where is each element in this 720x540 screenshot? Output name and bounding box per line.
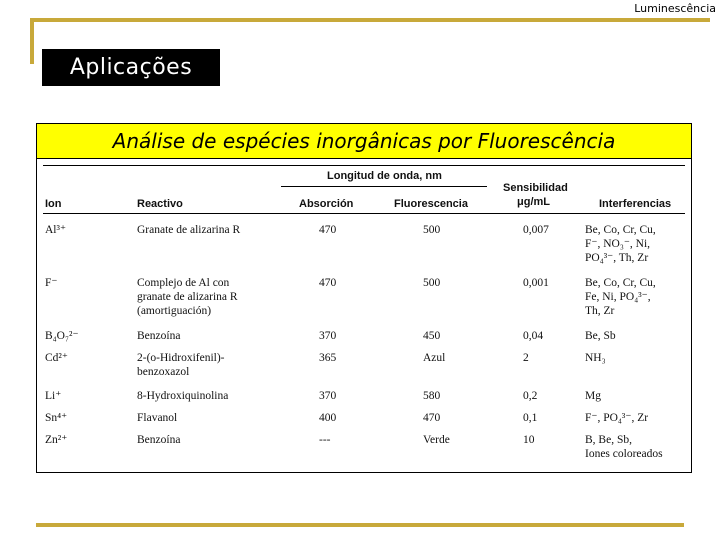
cell-reactivo: Flavanol <box>137 412 178 424</box>
cell-sensibilidad: 0,2 <box>523 390 538 402</box>
cell-sensibilidad: 0,001 <box>523 277 549 289</box>
cell-reactivo: Complejo de Al con <box>137 277 230 289</box>
col-header-fluorescencia: Fluorescencia <box>394 198 468 210</box>
cell-ion: Cd²⁺ <box>45 352 68 364</box>
group-header-rule <box>281 186 487 187</box>
cell-interferencias: Be, Co, Cr, Cu, <box>585 224 656 236</box>
cell-interferencias: F⁻, NO₃⁻, Ni, <box>585 238 651 250</box>
cell-interferencias: Be, Co, Cr, Cu, <box>585 277 656 289</box>
cell-fluorescencia: 500 <box>423 224 441 236</box>
table-top-rule <box>43 165 685 166</box>
slide-title: Aplicações <box>42 49 220 86</box>
cell-interferencias: B, Be, Sb, <box>585 434 632 446</box>
cell-interferencias: NH₃ <box>585 352 606 364</box>
cell-interferencias: F⁻, PO₄³⁻, Zr <box>585 412 649 424</box>
col-header-reactivo: Reactivo <box>137 198 183 210</box>
cell-reactivo: Granate de alizarina R <box>137 224 241 236</box>
cell-fluorescencia: Verde <box>423 434 450 446</box>
cell-sensibilidad: 2 <box>523 352 529 364</box>
col-header-ion: Ion <box>45 198 62 210</box>
cell-absorcion: --- <box>319 434 331 446</box>
cell-ion: Al³⁺ <box>45 224 67 236</box>
cell-sensibilidad: 10 <box>523 434 535 446</box>
cell-ion: B₄O₇²⁻ <box>45 330 79 342</box>
cell-sensibilidad: 0,04 <box>523 330 544 342</box>
subtitle-banner: Análise de espécies inorgânicas por Fluorescência <box>37 124 691 159</box>
cell-absorcion: 370 <box>319 330 337 342</box>
cell-interferencias: Be, Sb <box>585 330 616 342</box>
col-header-sensibilidad: Sensibilidad <box>503 182 568 194</box>
cell-fluorescencia: 450 <box>423 330 441 342</box>
cell-ion: Sn⁴⁺ <box>45 412 68 424</box>
cell-fluorescencia: 500 <box>423 277 441 289</box>
group-header-wavelength-text: Longitud de onda, nm <box>327 170 442 182</box>
cell-sensibilidad: 0,007 <box>523 224 549 236</box>
cell-interferencias: PO₄³⁻, Th, Zr <box>585 252 649 264</box>
content-frame <box>36 123 692 473</box>
cell-absorcion: 370 <box>319 390 337 402</box>
cell-interferencias: Th, Zr <box>585 305 615 317</box>
cell-fluorescencia: 470 <box>423 412 441 424</box>
cell-interferencias: Iones coloreados <box>585 448 663 460</box>
cell-fluorescencia: Azul <box>423 352 446 364</box>
col-header-sensibilidad-unit: μg/mL <box>517 196 551 208</box>
decorative-bottom-rule <box>36 523 684 527</box>
cell-absorcion: 365 <box>319 352 337 364</box>
cell-absorcion: 470 <box>319 224 337 236</box>
cell-reactivo: (amortiguación) <box>137 305 212 317</box>
cell-reactivo: 8-Hydroxiquinolina <box>137 390 229 402</box>
decorative-top-rule <box>30 18 710 22</box>
header-tag: Luminescência <box>634 2 716 15</box>
cell-reactivo: granate de alizarina R <box>137 291 238 303</box>
cell-interferencias: Fe, Ni, PO₄³⁻, <box>585 291 651 303</box>
cell-reactivo: 2-(o-Hidroxifenil)- <box>137 352 225 364</box>
cell-absorcion: 400 <box>319 412 337 424</box>
cell-absorcion: 470 <box>319 277 337 289</box>
cell-sensibilidad: 0,1 <box>523 412 538 424</box>
cell-fluorescencia: 580 <box>423 390 441 402</box>
cell-reactivo: Benzoína <box>137 330 181 342</box>
fluorescence-table <box>37 159 691 472</box>
cell-ion: F⁻ <box>45 277 58 289</box>
cell-reactivo: benzoxazol <box>137 366 190 378</box>
col-header-absorcion: Absorción <box>299 198 354 210</box>
cell-ion: Li⁺ <box>45 390 62 402</box>
header-bottom-rule <box>43 213 685 214</box>
cell-reactivo: Benzoína <box>137 434 181 446</box>
decorative-left-rule <box>30 18 34 64</box>
cell-interferencias: Mg <box>585 390 601 402</box>
col-header-interferencias: Interferencias <box>599 198 672 210</box>
cell-ion: Zn²⁺ <box>45 434 68 446</box>
